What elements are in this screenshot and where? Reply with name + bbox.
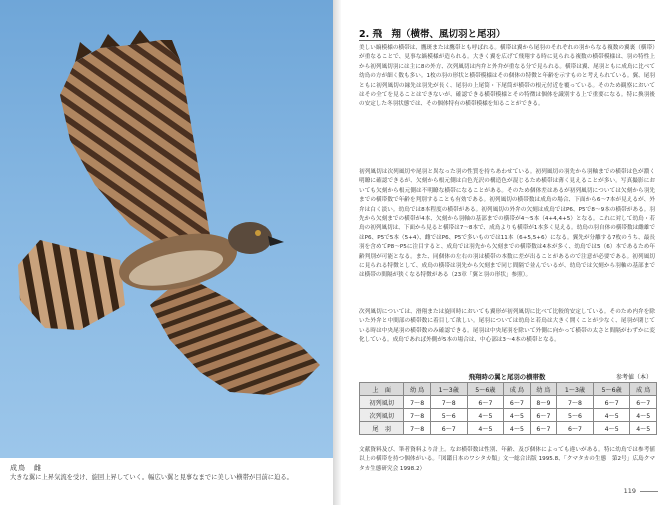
- table-cell: 6〜7: [557, 422, 594, 435]
- row-header: 初列風切: [360, 396, 404, 409]
- table-header: 幼 鳥: [530, 383, 556, 396]
- caption-text: 大きな翼に上昇気流を受け、旋回上昇していく。幅広い翼と見事なまでに美しい横帯が目前に迫る。: [10, 474, 293, 481]
- page-number: 119: [623, 487, 636, 495]
- table-cell: 6〜7: [467, 396, 504, 409]
- page-number-rule: [640, 491, 658, 492]
- table-cell: 4〜5: [504, 422, 530, 435]
- table-cell: 7〜8: [557, 396, 594, 409]
- hawk-photo: [0, 0, 333, 458]
- photo-caption: [10, 464, 326, 482]
- table-cell: 5〜6: [430, 409, 467, 422]
- table-cell: 7〜8: [430, 396, 467, 409]
- caption-title: 成鳥 雌: [10, 464, 42, 472]
- paragraph-4: 文献資料及び、筆者資料より計上。なお横帯数は性別、年齢、及び個体によっても違いがある。特に幼鳥では参考値以上の横帯を持つ個体がいる。「図鑑日本のワシタカ類」文一総合出版 1995.8、「クマタカの生態 第2号」広島クマタカ生態研究会 1998.2）: [359, 447, 655, 472]
- table-cell: 7〜8: [404, 396, 430, 409]
- table-row: [360, 396, 657, 409]
- table-cell: 4〜5: [630, 409, 657, 422]
- table-cell: 6〜7: [630, 396, 657, 409]
- table-header: 1〜3歳: [557, 383, 594, 396]
- book-gutter: [333, 0, 341, 505]
- table-header: 5〜6歳: [467, 383, 504, 396]
- table-note: 参考値（本）: [615, 374, 652, 381]
- table-row: [360, 409, 657, 422]
- table-header: 1〜3歳: [430, 383, 467, 396]
- section-rule: [359, 40, 655, 41]
- table-header: 5〜6歳: [593, 383, 630, 396]
- table-cell: 7〜8: [404, 409, 430, 422]
- table-row: [360, 422, 657, 435]
- table-header-row: [360, 383, 657, 396]
- table-cell: 6〜7: [530, 409, 556, 422]
- paragraph-1: 美しい縞模様の横帯は、鷹斑または鷹帯とも呼ばれる。横帯は翼から尾羽のそれぞれの羽からなる複数の翼裏（横帯）が重なることで、見事な縞模様が造られる。大きく翼を広げて飛翔する時に見られる複数の横帯模様は、羽の特性上から初列風切羽には主に8の外方、次列風切は内弁と外弁が重なる分で見られる。横帯は翼、尾羽ともに成鳥に比べて幼鳥の方が細く数も多い。1枚の羽の形状と横帯模様はその個体の特徴と年齢を示すものと考えられている。翼、尾羽ともに初列風切の縁先は羽先が長く、尾羽の上尾筒・下尾筒が横帯の根元付近を覆っている。そのため観察においてはその全てを見ることはできないが、確認できる横帯模様とその特徴は個体を識別する上で重要になる。特に換羽後の安定した冬羽状態では、その個体特有の横帯模様を知ることができる。: [359, 45, 655, 108]
- table-cell: 4〜5: [504, 409, 530, 422]
- right-page: [341, 0, 666, 505]
- table-header: 幼 鳥: [404, 383, 430, 396]
- table-title: 飛翔時の翼と尾羽の横帯数: [468, 373, 546, 381]
- table-cell: 4〜5: [467, 422, 504, 435]
- table-cell: 4〜5: [467, 409, 504, 422]
- table-cell: 5〜6: [557, 409, 594, 422]
- row-header: 次列風切: [360, 409, 404, 422]
- row-header: 尾 羽: [360, 422, 404, 435]
- table-cell: 6〜7: [593, 396, 630, 409]
- table-cell: 6〜7: [504, 396, 530, 409]
- table-cell: 8〜9: [530, 396, 556, 409]
- table-header: 上 面: [360, 383, 404, 396]
- paragraph-2: 初列風切は次列風切や尾羽と異なった羽の性質を持ちあわせている。初列風切の羽先から羽軸までの横帯は色が濃く明瞭に確認できるが、欠刻から根元側は白色光沢の構造色が混じるため横帯は薄く見えることが多い。写真撮影においても欠刻から根元側は不明瞭な横帯になることがある。そのため個体差はあるが初列風切については欠刻から羽先までの横帯数で年齢を判別することも有効である。初列風切の横帯数は成鳥の場合、下面から6〜7本が見えるが、外弁は白く淡い。幼鳥では8本程度の横帯がある。初列風切の外弁の欠刻は成鳥ではP6、P5で8〜9本の横帯がある。羽先から欠刻までの横帯が4本、欠刻から羽軸の基部までの横帯が4〜5本（4+4,4+5）となる。これに対して幼鳥・若鳥の初列風切は、下面から見ると横帯は7〜8本で、成鳥よりも横帯が1本多く見える。幼鳥の羽自体の横帯数は雌雄ではP6、P5で5本（5+4）、雌ではP6、P5で多いものでは11本（6+5,5+6）になる。翼先が分離する7枚のうち、最長羽を含めてP8〜P5に注目すると、成鳥では羽先から欠刻までの横帯数は4本が多く、幼鳥では5（6）本であるため年齢判別が可能となる。また、同個体の左右の羽は横帯の本数に差が出ることがあるので注意が必要である。初列風切に見られる特徴として、成鳥の横帯は羽先から欠刻まで同じ間隔で並んでいるが、幼鳥では欠刻から羽軸の基部までは横帯の間隔が狭くなる特徴がある（23章「翼と羽の形状」参照）。: [359, 169, 655, 279]
- paragraph-3: 次列風切については、滑翔または旋回時においても翼形が初列風切に比べて比較的安定している。そのため内弁を除いた外弁と中間部の横帯数に着目して欲しい。尾羽については幼鳥と若鳥は大きく開くことが少なく、尾羽が閉じている時は中央尾羽の横帯数のみ確認できる。尾羽は中央尾羽を除いて外側に向かって横帯の太さと間隔がわずかに変化している。成鳥であれば外側が5本の場合は、中心部は3〜4本の横帯となる。: [359, 309, 655, 344]
- table-cell: 6〜7: [530, 422, 556, 435]
- table-header: 成 鳥: [630, 383, 657, 396]
- hawk-illustration: [0, 0, 333, 458]
- table-header: 成 鳥: [504, 383, 530, 396]
- table-cell: 4〜5: [630, 422, 657, 435]
- table-cell: 4〜5: [593, 422, 630, 435]
- table-cell: 6〜7: [430, 422, 467, 435]
- feather-bar-table: [359, 382, 657, 435]
- section-title: 2. 飛 翔（横帯、風切羽と尾羽）: [359, 29, 506, 40]
- table-cell: 7〜8: [404, 422, 430, 435]
- table-cell: 4〜5: [593, 409, 630, 422]
